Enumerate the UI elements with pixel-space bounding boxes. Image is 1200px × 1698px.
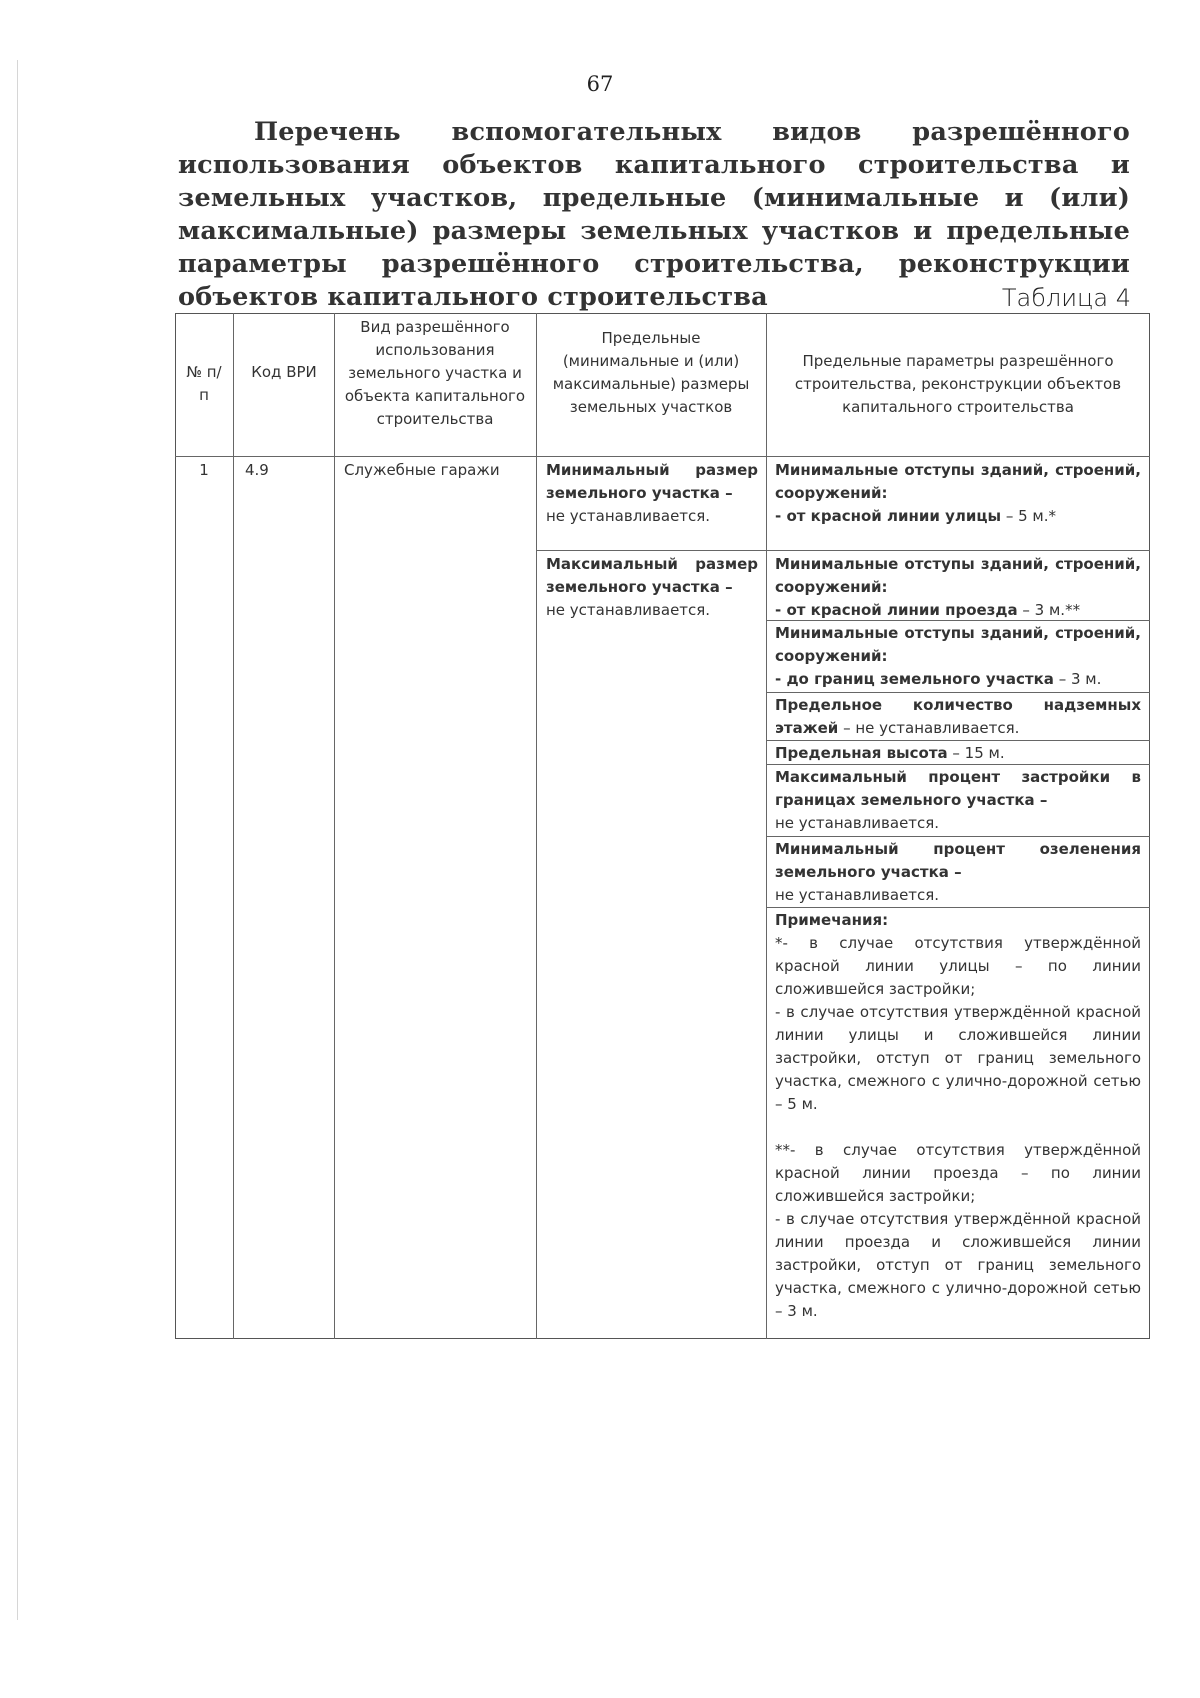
row-divider (766, 836, 1150, 837)
param-floors: Предельное количество надземных этажей – не устанавливается. (775, 696, 1141, 737)
max-size-cell (546, 553, 758, 622)
scan-edge-line (17, 60, 18, 1620)
row-divider (766, 907, 1150, 908)
row-code: 4.9 (245, 461, 269, 479)
note-3: **- в случае отсутствия утверждённой красной линии проезда – по линии сложившейся застройки; (775, 1141, 1141, 1205)
max-size-label: Максимальный размер земельного участка – (546, 555, 758, 596)
param-setback-passage: Минимальные отступы зданий, строений, сооружений: - от красной линии проезда – 3 м.** (775, 555, 1141, 619)
row-divider (536, 550, 1150, 551)
max-size-value: не устанавливается. (546, 601, 711, 619)
notes-cell (775, 909, 1141, 1323)
column-divider (233, 313, 234, 1339)
table-label: Таблица 4 (1001, 284, 1131, 312)
note-1: *- в случае отсутствия утверждённой красной линии улицы – по линии сложившейся застройки; (775, 934, 1141, 998)
param-height: Предельная высота – 15 м. (775, 744, 1005, 762)
note-2: - в случае отсутствия утверждённой красной линии улицы и сложившейся линии застройки, отступ от границ земельного участка, смежного с улично-дорожной сетью – 5 м. (775, 1003, 1141, 1113)
row-divider (766, 692, 1150, 693)
header-divider (175, 456, 1150, 457)
column-divider (536, 313, 537, 1339)
document-title: Перечень вспомогательных видов разрешённого использования объектов капитального строительства и земельных участков, предельные (минимальные и (или) максимальные) размеры земельных участков и предельные параметры разрешённого строительства, реконструкции объектов капитального строительства (178, 117, 1130, 312)
notes-heading: Примечания: (775, 911, 889, 929)
min-size-label: Минимальный размер земельного участка – (546, 461, 758, 502)
param-setback-street: Минимальные отступы зданий, строений, сооружений: - от красной линии улицы – 5 м.* (775, 461, 1141, 525)
page-number: 67 (586, 72, 614, 96)
min-size-value: не устанавливается. (546, 507, 711, 525)
column-divider (334, 313, 335, 1339)
row-num: 1 (199, 461, 209, 479)
param-setback-boundary: Минимальные отступы зданий, строений, сооружений: - до границ земельного участка – 3 м. (775, 624, 1141, 688)
note-4: - в случае отсутствия утверждённой красной линии проезда и сложившейся линии застройки, отступ от границ земельного участка, смежного с улично-дорожной сетью – 3 м. (775, 1210, 1141, 1320)
min-size-cell (546, 459, 758, 528)
header-size: Предельные (минимальные и (или) максимальные) размеры земельных участков (552, 329, 750, 416)
param-min-greening: Минимальный процент озеленения земельного участка – не устанавливается. (775, 840, 1141, 904)
header-num: № п/п (186, 363, 222, 404)
column-divider (766, 313, 767, 1339)
row-kind: Служебные гаражи (344, 461, 500, 479)
header-params: Предельные параметры разрешённого строительства, реконструкции объектов капитального строительства (794, 352, 1122, 416)
header-kind: Вид разрешённого использования земельного участка и объекта капитального строительства (344, 318, 526, 428)
param-max-coverage: Максимальный процент застройки в границах земельного участка – не устанавливается. (775, 768, 1141, 832)
row-divider (766, 740, 1150, 741)
header-code: Код ВРИ (251, 363, 317, 381)
